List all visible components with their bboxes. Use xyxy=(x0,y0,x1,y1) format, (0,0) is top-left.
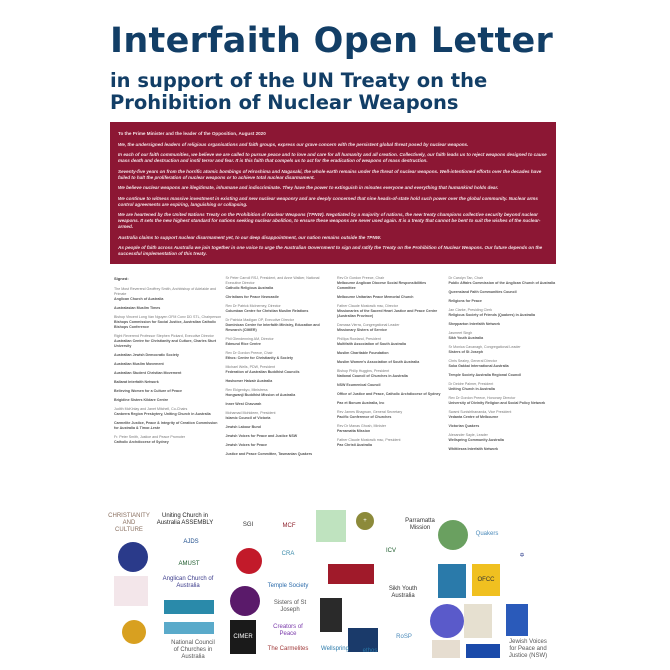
signatory-entry xyxy=(226,379,335,384)
page-title: Interfaith Open Letter xyxy=(110,21,554,61)
signatory-role: Rev Dr Gordon Preece, Honorary Director xyxy=(448,396,516,400)
letter-header xyxy=(110,20,560,114)
logo-uniting-church-icon: Uniting Church in Australia ASSEMBLY xyxy=(156,513,214,526)
signatory-entry xyxy=(226,365,335,375)
signatory-role: Rev Ekigenkyo, Ministress xyxy=(225,388,268,392)
letter-paragraph: In each of our faith communities, we believe we are called to pursue peace and to love and care for all humanity and all creation. Collectively, our faith leads us to reject weapons designed to cause mass death and destruction and instil terror and fear. It is this faith that compels us to act for the eradication of weapons of mass destruction. xyxy=(118,152,547,163)
logo-cimer-icon: CIMER xyxy=(230,620,256,654)
signatory-role: Dr Carolyn Tan, Chair xyxy=(448,276,483,280)
signatory-organisation: Hashomer Hatzair Australia xyxy=(225,379,273,383)
logo-jewish-star-icon: ✡ xyxy=(519,552,525,559)
signatory-entry xyxy=(337,392,446,397)
logo-menorah-logo-icon xyxy=(464,604,492,638)
signatory-organisation: NSW Ecumenical Council xyxy=(337,383,381,387)
letter-paragraph: We continue to witness massive investment in existing and new nuclear weaponry and are deeply concerned that nine heads-of-state hold such power over the global community. Nuclear arms control agreements are expiring, languishing or collapsing. xyxy=(118,195,538,207)
signatories-list xyxy=(114,276,560,461)
signatory-entry xyxy=(114,353,223,358)
signatory-role: Father Claude Mostowik msc, Director xyxy=(337,304,398,308)
signatory-role: Fr. Peter Smith, Justice and Peace Promoter xyxy=(114,435,186,439)
letter-salutation: To the Prime Minister and the leader of the Opposition, August 2020 xyxy=(118,131,266,136)
signatory-entry xyxy=(337,351,446,356)
signatory-organisation: Columban Centre for Christian Muslim Relations xyxy=(225,309,309,313)
signatory-organisation: Muslim Charitable Foundation xyxy=(337,351,389,355)
logo-jewish-voices-icon: Jewish Voices for Peace and Justice (NSW) xyxy=(508,638,548,659)
signatory-organisation: Bishops Commission for Social Justice, Australian Catholic Bishops Conference xyxy=(114,320,217,329)
letter-paragraph: As people of faith across Australia we join together in one voice to urge the Australian Government to sign and ratify the Treaty on the Prohibition of Nuclear Weapons. Our future depends on the successful implementation of this treaty. xyxy=(118,245,543,256)
signatory-entry xyxy=(449,276,558,286)
logo-purple-circle-icon xyxy=(230,586,260,616)
signatory-entry xyxy=(226,304,335,314)
signatory-organisation: Carmelite Justice, Peace & Integrity of Creation Commission for Australia & Timor-Leste xyxy=(114,421,218,430)
signatory-organisation: Pacific Conference of Churches xyxy=(337,415,392,419)
logo-blue-mandala-icon xyxy=(430,604,464,638)
signatory-role: Sr Peter Carroll RSJ, President, and Anne Walker, National Executive Director xyxy=(225,276,320,285)
signatory-role: Bishop Philip Huggins, President xyxy=(337,369,390,373)
signatory-organisation: Vedanta Centre of Melbourne xyxy=(448,415,499,419)
signatory-entry xyxy=(449,299,558,304)
logo-creators-of-peace-icon: Creators of Peace xyxy=(273,624,303,637)
signatory-role: Rev Dr Gordon Preece, Chair xyxy=(225,351,273,355)
signatory-column xyxy=(449,276,561,461)
signatory-entry xyxy=(337,410,446,420)
logo-wall xyxy=(108,508,562,658)
signatory-entry xyxy=(226,411,335,421)
signatory-organisation: Anglican Church of Australia xyxy=(114,297,164,301)
logo-edmund-rice-icon xyxy=(122,620,146,644)
signatory-organisation: Australian Jewish Democratic Society xyxy=(114,353,179,357)
letter-paragraph: Seventy-five years on from the horrific atomic bombings of Hiroshima and Nagasaki, the whole earth remains under the threat of nuclear weapons. Well-intentioned efforts over the decades have failed to halt the proliferation of nuclear weapons or to achieve total nuclear disarmament. xyxy=(118,168,542,180)
logo-vedanta-logo-icon xyxy=(438,564,466,598)
signatory-role: Jan Clarke, Presiding Clerk xyxy=(448,308,493,312)
signatory-organisation: Missionaries of the Sacred Heart Justice and Peace Centre (Australian Province) xyxy=(337,309,438,318)
logo-star-logo-icon xyxy=(438,520,468,550)
signatory-role: Bishop Vincent Long Van Nguyen OFM Conv DD STL, Chairperson xyxy=(114,315,222,319)
logo-dark-portrait-icon xyxy=(320,598,342,632)
signatory-organisation: Uniting Church in Australia xyxy=(448,387,495,391)
signatory-column xyxy=(337,276,449,461)
signatory-entry xyxy=(337,401,446,406)
signatory-entry xyxy=(114,334,223,349)
letter-paragraph: Australia claims to support nuclear disarmament yet, to our deep disappointment, our nation remains outside the TPNW. xyxy=(118,234,382,240)
logo-pacific-conference-icon xyxy=(466,644,500,658)
signatory-entry xyxy=(226,388,335,398)
signatory-entry xyxy=(114,380,223,385)
signatory-role: Rev Dr Gordon Preece, Chair xyxy=(337,276,385,280)
signatory-role: Rev Dr Manas Ghosh, Minister xyxy=(337,424,387,428)
signatory-organisation: Muslim Women's Association of South Australia xyxy=(337,360,420,364)
signatory-role: Jasmeet Singh xyxy=(448,331,473,335)
signatory-role: Dr Deidre Palmer, President xyxy=(448,382,494,386)
logo-public-affairs-icon xyxy=(118,646,148,656)
signatory-organisation: Office of Justice and Peace, Catholic Archdiocese of Sydney xyxy=(337,392,441,396)
signatory-entry xyxy=(337,369,446,379)
signatory-entry xyxy=(337,276,446,291)
signatory-organisation: Whittlesea Interfaith Network xyxy=(448,447,499,451)
logo-quakers-icon: Quakers xyxy=(475,530,499,537)
signatory-organisation: Islamic Council of Victoria xyxy=(225,416,271,420)
signatory-organisation: University of Divinity Religion and Social Policy Network xyxy=(448,401,546,405)
signatory-organisation: Religious Society of Friends (Quakers) in Australia xyxy=(448,313,536,317)
signatory-role: Damasa Vierra, Congregational Leader xyxy=(337,323,400,327)
signatory-organisation: Melbourne Unitarian Peace Memorial Church xyxy=(337,295,414,299)
signatory-entry xyxy=(337,295,446,300)
signatory-organisation: Believing Women for a Culture of Peace xyxy=(114,389,183,393)
signatory-organisation: Parramatta Mission xyxy=(337,429,371,433)
signatory-organisation: Wellspring Community Australia xyxy=(448,438,504,442)
signatory-organisation: Hongwanji Buddhist Mission of Australia xyxy=(225,393,296,397)
logo-wellspring-icon: Wellspring xyxy=(321,645,349,652)
signatory-organisation: Justice and Peace Committee, Tasmanian Quakers xyxy=(225,452,313,456)
signatory-organisation: Federation of Australian Buddhist Councils xyxy=(225,370,300,374)
signatory-entry xyxy=(114,389,223,394)
signatory-organisation: Ethos: Centre for Christianity & Society xyxy=(225,356,293,360)
signatory-column xyxy=(226,276,338,461)
logo-faith-symbols-icon xyxy=(432,640,460,658)
logo-mcf-icon: MCF xyxy=(282,522,296,529)
signatory-role: Rev Dr Patrick McInerney, Director xyxy=(225,304,281,308)
signatory-entry xyxy=(114,362,223,367)
logo-blue-banner-2-icon xyxy=(164,622,214,634)
subtitle-line-2: Prohibition of Nuclear Weapons xyxy=(110,91,459,114)
logo-icv-icon: ICV xyxy=(385,547,396,554)
signatory-entry xyxy=(337,323,446,333)
signatory-organisation: Sisters of St Joseph xyxy=(448,350,484,354)
signatory-organisation: Melbourne Anglican Diocese Social Responsibilities Committee xyxy=(337,281,427,290)
signed-label: Signed: xyxy=(114,276,129,281)
letter-paragraph: We believe nuclear weapons are illegitimate, inhumane and indiscriminate. They have the power to extinguish in minutes everyone and everything that humankind holds dear. xyxy=(118,185,499,190)
signatory-entry xyxy=(449,331,558,341)
signatory-entry xyxy=(337,383,446,388)
signatory-organisation: Ballarat Interfaith Network xyxy=(114,380,159,384)
signatory-entry xyxy=(337,424,446,434)
signatory-organisation: Australasian Muslim Times xyxy=(114,306,161,310)
signatory-entry xyxy=(226,351,335,361)
signatory-entry xyxy=(337,304,446,319)
signatory-organisation: Australian Centre for Christianity and Culture, Charles Sturt University xyxy=(114,339,217,348)
logo-multifaith-logo-icon xyxy=(512,510,536,536)
subtitle-line-1: in support of the UN Treaty on the xyxy=(110,69,488,92)
signatory-role: The Most Reverend Geoffrey Smith, Archbishop of Adelaide and Primate xyxy=(114,287,217,296)
logo-cross-logo-icon: + xyxy=(356,512,374,530)
logo-sgi-icon: SGI xyxy=(242,521,254,528)
signatory-entry xyxy=(449,290,558,295)
logo-parramatta-mission-icon: Parramatta Mission xyxy=(405,518,435,531)
signatory-entry xyxy=(226,452,335,457)
signatory-column xyxy=(114,276,226,461)
signatory-organisation: Soka Gakkai International Australia xyxy=(448,364,509,368)
signatory-role: Right Reverend Professor Stephen Pickard, Executive Director xyxy=(114,334,214,338)
letter-paragraph: We are heartened by the United Nations Treaty on the Prohibition of Nuclear Weapons (TPNW). Negotiated by a majority of nations, the new treaty champions collective security beyond nuclear weapons. It sets the new highest standard for nations seeking nuclear abolition, to ensure these weapons are never used again. It is a treaty that cannot be bent to suit the wishes of the nuclear-armed. xyxy=(118,212,541,229)
logo-ofcc-icon: OFCC xyxy=(472,564,500,596)
signatory-role: Swami Sunishthananda, Vice President xyxy=(448,410,512,414)
logo-carmelites-icon: The Carmelites xyxy=(267,645,309,652)
signatory-organisation: Religions for Peace xyxy=(448,299,482,303)
signatory-organisation: Brigidine Sisters Kildare Centre xyxy=(114,398,169,402)
signatory-organisation: Shepparton Interfaith Network xyxy=(448,322,501,326)
signatory-organisation: Australian Muslim Movement xyxy=(114,362,164,366)
signatory-entry xyxy=(337,360,446,365)
signatory-entry xyxy=(226,295,335,300)
signatory-entry xyxy=(449,373,558,378)
signatory-entry xyxy=(226,276,335,291)
signatory-entry xyxy=(114,315,223,330)
signatory-entry xyxy=(449,433,558,443)
logo-ncca-icon: National Council of Churches in Australia xyxy=(171,639,215,660)
signatory-entry xyxy=(114,306,223,311)
signatory-organisation: Christians for Peace Newcastle xyxy=(225,295,279,299)
signatory-entry xyxy=(449,447,558,452)
signatory-organisation: Inner West Chavurah xyxy=(225,402,262,406)
signatory-organisation: Multifaith Association of South Australia xyxy=(337,342,407,346)
signatory-role: Father Claude Mostowik msc, President xyxy=(337,438,401,442)
signatory-entry xyxy=(114,407,223,417)
signatory-entry xyxy=(226,318,335,333)
signatory-role: Phillipa Rowland, President xyxy=(337,337,381,341)
signatory-entry xyxy=(449,424,558,429)
signatory-organisation: Pax et Bonum Australia, Inc xyxy=(337,401,385,405)
logo-jewish-labour-bund-icon xyxy=(236,548,262,574)
logo-temple-society-icon: Temple Society xyxy=(267,582,309,589)
logo-flags-circle-icon xyxy=(118,542,148,572)
signatory-entry xyxy=(449,396,558,406)
logo-pax-christi-icon xyxy=(384,564,414,582)
signatory-entry xyxy=(226,402,335,407)
signatory-role: Phil Glendenning AM, Director xyxy=(225,337,274,341)
signatory-role: Rev James Bhagwan, General Secretary xyxy=(337,410,403,414)
signatory-organisation: Jewish Voices for Peace and Justice NSW xyxy=(225,434,298,438)
page-subtitle xyxy=(110,70,560,114)
signatory-role: Mohamad Mohideen, President xyxy=(225,411,276,415)
logo-lamp-logo-icon xyxy=(512,568,532,588)
signatory-entry xyxy=(337,438,446,448)
signatory-entry xyxy=(226,434,335,439)
signatory-entry xyxy=(449,322,558,327)
signatory-entry xyxy=(449,359,558,369)
signatory-role: Alexander Sayle, Leader xyxy=(448,433,488,437)
logo-blue-figure-icon xyxy=(506,604,528,636)
signatory-entry xyxy=(226,337,335,347)
logo-centre-christianity-culture-icon: CHRISTIANITY AND CULTURE xyxy=(108,512,150,533)
signatory-role: Sr Monica Cavanagh, Congregational Leader xyxy=(448,345,521,349)
signatory-organisation: Australian Student Christian Movement xyxy=(114,371,182,375)
signatory-organisation: Missionary Sisters of Service xyxy=(337,328,387,332)
signatory-entry xyxy=(449,308,558,318)
logo-tree-logo-icon xyxy=(316,510,346,542)
logo-green-banner-1-icon xyxy=(164,600,214,614)
logo-red-banner-icon xyxy=(328,564,374,584)
logo-cra-icon: CRA xyxy=(281,550,295,557)
signatory-organisation: Canberra Region Presbytery, Uniting Church in Australia xyxy=(114,412,211,416)
logo-ethos-icon: ethos xyxy=(362,647,378,654)
signatory-organisation: Edmund Rice Centre xyxy=(225,342,261,346)
letter-body xyxy=(110,122,556,264)
logo-sikh-youth-icon: Sikh Youth Australia xyxy=(388,586,418,599)
signatory-entry xyxy=(337,337,446,347)
signatory-organisation: Sikh Youth Australia xyxy=(448,336,484,340)
signatory-organisation: Victorian Quakers xyxy=(448,424,480,428)
signatory-organisation: Catholic Archdiocese of Sydney xyxy=(114,440,169,444)
signatory-role: Judith McKinlay and Janet Mitchell, Co-Chairs xyxy=(114,407,188,411)
logo-red-leaf-icon xyxy=(380,606,420,618)
logo-rosp-icon: RoSP xyxy=(396,633,412,640)
signatory-entry xyxy=(226,425,335,430)
signatory-organisation: Queensland Faith Communities Council xyxy=(448,290,517,294)
signatory-entry xyxy=(226,443,335,448)
signatory-organisation: Dominican Centre for Interfaith Ministry, Education and Research (CIMER) xyxy=(225,323,320,332)
signatory-entry xyxy=(114,287,223,302)
signatory-organisation: Jewish Labour Bund xyxy=(225,425,261,429)
logo-ajds-icon: AJDS xyxy=(183,538,199,545)
signatory-organisation: Pax Christi Australia xyxy=(337,443,373,447)
signatory-entry xyxy=(114,435,223,445)
signatory-role: Chris Sealey, General Director xyxy=(448,359,497,363)
signatory-organisation: National Council of Churches in Australia xyxy=(337,374,408,378)
signatory-entry xyxy=(449,345,558,355)
signatory-entry xyxy=(449,410,558,420)
signatory-organisation: Jewish Voices for Peace xyxy=(225,443,267,447)
signatory-entry xyxy=(114,398,223,403)
signatory-entry xyxy=(114,421,223,431)
signatory-entry xyxy=(449,382,558,392)
signatory-organisation: Public Affairs Commission of the Anglican Church of Australia xyxy=(448,281,556,285)
logo-mandala-logo-icon xyxy=(114,576,148,606)
signatory-role: Michael Wells, PDW, President xyxy=(225,365,275,369)
logo-sisters-st-joseph-icon: Sisters of St Joseph xyxy=(273,600,307,613)
logo-amust-icon: AMUST xyxy=(178,560,200,567)
logo-anglican-church-icon: Anglican Church of Australia xyxy=(162,576,214,589)
signatory-organisation: Catholic Religious Australia xyxy=(225,286,274,290)
letter-paragraph: We, the undersigned leaders of religious organisations and faith groups, express our grave concern with the persistent global threat posed by nuclear weapons. xyxy=(118,141,469,147)
signatory-organisation: Temple Society Australia Regional Council xyxy=(448,373,522,377)
signatory-entry xyxy=(114,371,223,376)
signatory-role: Dr Patricia Madigan OP, Executive Director xyxy=(225,318,294,322)
logo-hongwanji-icon xyxy=(390,646,432,656)
